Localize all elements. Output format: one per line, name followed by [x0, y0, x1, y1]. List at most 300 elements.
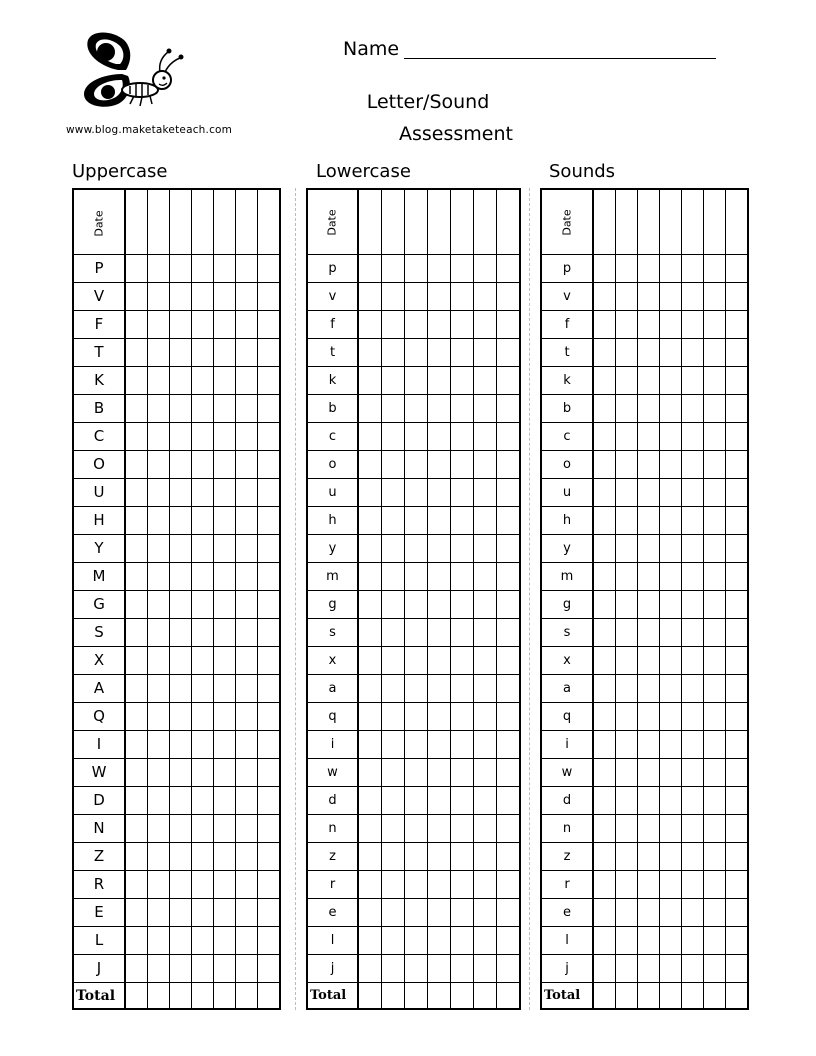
score-cell[interactable]: [616, 395, 638, 423]
score-cell[interactable]: [474, 591, 497, 619]
score-cell[interactable]: [616, 703, 638, 731]
score-cell[interactable]: [704, 703, 726, 731]
score-cell[interactable]: [638, 955, 660, 983]
score-cell[interactable]: [660, 591, 682, 619]
score-cell[interactable]: [405, 731, 428, 759]
score-cell[interactable]: [638, 647, 660, 675]
score-cell[interactable]: [593, 507, 616, 535]
score-cell[interactable]: [236, 703, 258, 731]
score-cell[interactable]: [474, 479, 497, 507]
score-cell[interactable]: [638, 423, 660, 451]
score-cell[interactable]: [214, 283, 236, 311]
score-cell[interactable]: [405, 563, 428, 591]
score-cell[interactable]: [660, 395, 682, 423]
score-cell[interactable]: [428, 703, 451, 731]
score-cell[interactable]: [497, 451, 521, 479]
score-cell[interactable]: [382, 311, 405, 339]
total-cell[interactable]: [682, 983, 704, 1010]
score-cell[interactable]: [451, 395, 474, 423]
score-cell[interactable]: [405, 647, 428, 675]
score-cell[interactable]: [593, 255, 616, 283]
score-cell[interactable]: [474, 787, 497, 815]
score-cell[interactable]: [192, 479, 214, 507]
score-cell[interactable]: [236, 647, 258, 675]
score-cell[interactable]: [704, 731, 726, 759]
score-cell[interactable]: [638, 451, 660, 479]
score-cell[interactable]: [192, 535, 214, 563]
score-cell[interactable]: [660, 647, 682, 675]
score-cell[interactable]: [704, 787, 726, 815]
score-cell[interactable]: [451, 339, 474, 367]
score-cell[interactable]: [382, 927, 405, 955]
score-cell[interactable]: [682, 591, 704, 619]
score-cell[interactable]: [726, 647, 749, 675]
score-cell[interactable]: [358, 731, 382, 759]
score-cell[interactable]: [428, 311, 451, 339]
score-cell[interactable]: [236, 367, 258, 395]
score-cell[interactable]: [170, 927, 192, 955]
score-cell[interactable]: [125, 787, 148, 815]
score-cell[interactable]: [214, 395, 236, 423]
score-cell[interactable]: [214, 843, 236, 871]
score-cell[interactable]: [638, 563, 660, 591]
total-cell[interactable]: [192, 983, 214, 1010]
score-cell[interactable]: [258, 759, 281, 787]
score-cell[interactable]: [170, 703, 192, 731]
score-cell[interactable]: [125, 283, 148, 311]
score-cell[interactable]: [451, 367, 474, 395]
date-entry-cell[interactable]: [660, 189, 682, 255]
score-cell[interactable]: [726, 451, 749, 479]
score-cell[interactable]: [638, 619, 660, 647]
date-entry-cell[interactable]: [638, 189, 660, 255]
score-cell[interactable]: [451, 955, 474, 983]
score-cell[interactable]: [428, 395, 451, 423]
score-cell[interactable]: [451, 703, 474, 731]
score-cell[interactable]: [497, 619, 521, 647]
score-cell[interactable]: [497, 871, 521, 899]
score-cell[interactable]: [593, 451, 616, 479]
score-cell[interactable]: [660, 955, 682, 983]
score-cell[interactable]: [125, 731, 148, 759]
score-cell[interactable]: [428, 535, 451, 563]
total-cell[interactable]: [170, 983, 192, 1010]
score-cell[interactable]: [704, 871, 726, 899]
score-cell[interactable]: [358, 591, 382, 619]
score-cell[interactable]: [726, 899, 749, 927]
total-cell[interactable]: [405, 983, 428, 1010]
score-cell[interactable]: [497, 311, 521, 339]
score-cell[interactable]: [682, 675, 704, 703]
score-cell[interactable]: [236, 955, 258, 983]
score-cell[interactable]: [704, 283, 726, 311]
score-cell[interactable]: [382, 815, 405, 843]
score-cell[interactable]: [148, 731, 170, 759]
score-cell[interactable]: [704, 815, 726, 843]
score-cell[interactable]: [497, 591, 521, 619]
score-cell[interactable]: [474, 367, 497, 395]
score-cell[interactable]: [428, 871, 451, 899]
score-cell[interactable]: [236, 311, 258, 339]
score-cell[interactable]: [148, 871, 170, 899]
score-cell[interactable]: [125, 563, 148, 591]
score-cell[interactable]: [358, 283, 382, 311]
score-cell[interactable]: [638, 843, 660, 871]
score-cell[interactable]: [428, 787, 451, 815]
date-entry-cell[interactable]: [726, 189, 749, 255]
score-cell[interactable]: [148, 255, 170, 283]
score-cell[interactable]: [125, 367, 148, 395]
score-cell[interactable]: [192, 367, 214, 395]
score-cell[interactable]: [726, 927, 749, 955]
score-cell[interactable]: [258, 647, 281, 675]
score-cell[interactable]: [682, 759, 704, 787]
score-cell[interactable]: [382, 675, 405, 703]
score-cell[interactable]: [451, 843, 474, 871]
score-cell[interactable]: [148, 535, 170, 563]
score-cell[interactable]: [616, 507, 638, 535]
score-cell[interactable]: [214, 451, 236, 479]
score-cell[interactable]: [382, 703, 405, 731]
score-cell[interactable]: [704, 535, 726, 563]
score-cell[interactable]: [258, 563, 281, 591]
score-cell[interactable]: [638, 759, 660, 787]
score-cell[interactable]: [405, 703, 428, 731]
score-cell[interactable]: [682, 283, 704, 311]
score-cell[interactable]: [497, 647, 521, 675]
score-cell[interactable]: [358, 451, 382, 479]
score-cell[interactable]: [726, 563, 749, 591]
score-cell[interactable]: [704, 843, 726, 871]
score-cell[interactable]: [358, 815, 382, 843]
score-cell[interactable]: [405, 899, 428, 927]
score-cell[interactable]: [192, 871, 214, 899]
score-cell[interactable]: [258, 815, 281, 843]
score-cell[interactable]: [125, 423, 148, 451]
score-cell[interactable]: [497, 731, 521, 759]
score-cell[interactable]: [497, 339, 521, 367]
score-cell[interactable]: [726, 619, 749, 647]
score-cell[interactable]: [148, 591, 170, 619]
score-cell[interactable]: [638, 311, 660, 339]
score-cell[interactable]: [682, 731, 704, 759]
score-cell[interactable]: [148, 367, 170, 395]
score-cell[interactable]: [451, 815, 474, 843]
score-cell[interactable]: [616, 283, 638, 311]
score-cell[interactable]: [660, 507, 682, 535]
score-cell[interactable]: [660, 367, 682, 395]
score-cell[interactable]: [704, 311, 726, 339]
score-cell[interactable]: [358, 927, 382, 955]
score-cell[interactable]: [593, 675, 616, 703]
score-cell[interactable]: [428, 563, 451, 591]
score-cell[interactable]: [660, 339, 682, 367]
score-cell[interactable]: [638, 535, 660, 563]
score-cell[interactable]: [497, 507, 521, 535]
score-cell[interactable]: [148, 451, 170, 479]
score-cell[interactable]: [405, 591, 428, 619]
score-cell[interactable]: [682, 703, 704, 731]
score-cell[interactable]: [382, 871, 405, 899]
score-cell[interactable]: [660, 787, 682, 815]
score-cell[interactable]: [125, 451, 148, 479]
score-cell[interactable]: [428, 731, 451, 759]
score-cell[interactable]: [593, 927, 616, 955]
score-cell[interactable]: [405, 955, 428, 983]
total-cell[interactable]: [125, 983, 148, 1010]
score-cell[interactable]: [405, 675, 428, 703]
score-cell[interactable]: [593, 703, 616, 731]
score-cell[interactable]: [258, 731, 281, 759]
score-cell[interactable]: [726, 283, 749, 311]
score-cell[interactable]: [405, 927, 428, 955]
score-cell[interactable]: [382, 591, 405, 619]
score-cell[interactable]: [214, 619, 236, 647]
score-cell[interactable]: [258, 255, 281, 283]
score-cell[interactable]: [148, 647, 170, 675]
score-cell[interactable]: [497, 367, 521, 395]
score-cell[interactable]: [236, 871, 258, 899]
score-cell[interactable]: [660, 759, 682, 787]
score-cell[interactable]: [358, 255, 382, 283]
score-cell[interactable]: [474, 423, 497, 451]
score-cell[interactable]: [170, 955, 192, 983]
score-cell[interactable]: [682, 535, 704, 563]
score-cell[interactable]: [660, 843, 682, 871]
score-cell[interactable]: [382, 647, 405, 675]
score-cell[interactable]: [236, 507, 258, 535]
total-cell[interactable]: [616, 983, 638, 1010]
score-cell[interactable]: [726, 255, 749, 283]
score-cell[interactable]: [638, 731, 660, 759]
score-cell[interactable]: [214, 675, 236, 703]
score-cell[interactable]: [170, 423, 192, 451]
date-entry-cell[interactable]: [682, 189, 704, 255]
score-cell[interactable]: [682, 843, 704, 871]
score-cell[interactable]: [616, 619, 638, 647]
score-cell[interactable]: [382, 731, 405, 759]
score-cell[interactable]: [125, 759, 148, 787]
score-cell[interactable]: [474, 675, 497, 703]
score-cell[interactable]: [726, 339, 749, 367]
score-cell[interactable]: [428, 423, 451, 451]
date-entry-cell[interactable]: [451, 189, 474, 255]
score-cell[interactable]: [660, 675, 682, 703]
score-cell[interactable]: [148, 423, 170, 451]
total-cell[interactable]: [236, 983, 258, 1010]
date-entry-cell[interactable]: [125, 189, 148, 255]
score-cell[interactable]: [428, 255, 451, 283]
score-cell[interactable]: [497, 395, 521, 423]
score-cell[interactable]: [726, 815, 749, 843]
score-cell[interactable]: [358, 759, 382, 787]
score-cell[interactable]: [616, 563, 638, 591]
score-cell[interactable]: [382, 395, 405, 423]
score-cell[interactable]: [428, 619, 451, 647]
total-cell[interactable]: [474, 983, 497, 1010]
score-cell[interactable]: [358, 647, 382, 675]
score-cell[interactable]: [236, 563, 258, 591]
score-cell[interactable]: [170, 731, 192, 759]
score-cell[interactable]: [125, 843, 148, 871]
score-cell[interactable]: [593, 367, 616, 395]
score-cell[interactable]: [214, 255, 236, 283]
score-cell[interactable]: [258, 675, 281, 703]
score-cell[interactable]: [125, 955, 148, 983]
score-cell[interactable]: [125, 815, 148, 843]
score-cell[interactable]: [358, 423, 382, 451]
score-cell[interactable]: [682, 339, 704, 367]
score-cell[interactable]: [358, 619, 382, 647]
score-cell[interactable]: [214, 311, 236, 339]
score-cell[interactable]: [148, 479, 170, 507]
score-cell[interactable]: [497, 927, 521, 955]
score-cell[interactable]: [474, 899, 497, 927]
score-cell[interactable]: [358, 871, 382, 899]
score-cell[interactable]: [593, 283, 616, 311]
score-cell[interactable]: [192, 507, 214, 535]
score-cell[interactable]: [704, 395, 726, 423]
score-cell[interactable]: [148, 311, 170, 339]
score-cell[interactable]: [451, 759, 474, 787]
score-cell[interactable]: [616, 423, 638, 451]
score-cell[interactable]: [405, 283, 428, 311]
score-cell[interactable]: [451, 255, 474, 283]
score-cell[interactable]: [451, 731, 474, 759]
score-cell[interactable]: [428, 675, 451, 703]
score-cell[interactable]: [593, 955, 616, 983]
score-cell[interactable]: [593, 395, 616, 423]
score-cell[interactable]: [497, 899, 521, 927]
score-cell[interactable]: [258, 535, 281, 563]
score-cell[interactable]: [214, 591, 236, 619]
score-cell[interactable]: [451, 535, 474, 563]
score-cell[interactable]: [616, 815, 638, 843]
score-cell[interactable]: [660, 731, 682, 759]
score-cell[interactable]: [258, 507, 281, 535]
total-cell[interactable]: [497, 983, 521, 1010]
total-cell[interactable]: [593, 983, 616, 1010]
score-cell[interactable]: [451, 423, 474, 451]
score-cell[interactable]: [214, 759, 236, 787]
score-cell[interactable]: [616, 871, 638, 899]
total-cell[interactable]: [258, 983, 281, 1010]
date-entry-cell[interactable]: [704, 189, 726, 255]
score-cell[interactable]: [428, 815, 451, 843]
date-entry-cell[interactable]: [497, 189, 521, 255]
score-cell[interactable]: [214, 871, 236, 899]
score-cell[interactable]: [428, 647, 451, 675]
score-cell[interactable]: [214, 423, 236, 451]
score-cell[interactable]: [660, 619, 682, 647]
score-cell[interactable]: [405, 843, 428, 871]
score-cell[interactable]: [704, 255, 726, 283]
score-cell[interactable]: [148, 815, 170, 843]
score-cell[interactable]: [170, 619, 192, 647]
score-cell[interactable]: [428, 843, 451, 871]
score-cell[interactable]: [214, 899, 236, 927]
score-cell[interactable]: [451, 479, 474, 507]
score-cell[interactable]: [192, 955, 214, 983]
score-cell[interactable]: [214, 507, 236, 535]
date-entry-cell[interactable]: [405, 189, 428, 255]
score-cell[interactable]: [474, 619, 497, 647]
score-cell[interactable]: [451, 619, 474, 647]
score-cell[interactable]: [474, 759, 497, 787]
score-cell[interactable]: [192, 451, 214, 479]
score-cell[interactable]: [497, 479, 521, 507]
score-cell[interactable]: [382, 479, 405, 507]
score-cell[interactable]: [192, 619, 214, 647]
score-cell[interactable]: [428, 759, 451, 787]
score-cell[interactable]: [214, 339, 236, 367]
total-cell[interactable]: [148, 983, 170, 1010]
score-cell[interactable]: [125, 395, 148, 423]
score-cell[interactable]: [170, 647, 192, 675]
score-cell[interactable]: [638, 255, 660, 283]
score-cell[interactable]: [170, 871, 192, 899]
score-cell[interactable]: [170, 451, 192, 479]
score-cell[interactable]: [638, 815, 660, 843]
score-cell[interactable]: [405, 423, 428, 451]
score-cell[interactable]: [682, 451, 704, 479]
score-cell[interactable]: [405, 339, 428, 367]
score-cell[interactable]: [192, 339, 214, 367]
score-cell[interactable]: [258, 395, 281, 423]
score-cell[interactable]: [726, 955, 749, 983]
score-cell[interactable]: [682, 955, 704, 983]
score-cell[interactable]: [616, 535, 638, 563]
score-cell[interactable]: [704, 507, 726, 535]
score-cell[interactable]: [192, 843, 214, 871]
score-cell[interactable]: [451, 311, 474, 339]
score-cell[interactable]: [170, 535, 192, 563]
score-cell[interactable]: [474, 703, 497, 731]
score-cell[interactable]: [451, 563, 474, 591]
score-cell[interactable]: [405, 311, 428, 339]
score-cell[interactable]: [593, 479, 616, 507]
date-entry-cell[interactable]: [214, 189, 236, 255]
score-cell[interactable]: [497, 815, 521, 843]
score-cell[interactable]: [236, 591, 258, 619]
score-cell[interactable]: [660, 563, 682, 591]
score-cell[interactable]: [236, 479, 258, 507]
score-cell[interactable]: [497, 955, 521, 983]
score-cell[interactable]: [170, 507, 192, 535]
score-cell[interactable]: [192, 731, 214, 759]
score-cell[interactable]: [258, 591, 281, 619]
score-cell[interactable]: [405, 255, 428, 283]
score-cell[interactable]: [660, 899, 682, 927]
score-cell[interactable]: [382, 899, 405, 927]
score-cell[interactable]: [451, 899, 474, 927]
score-cell[interactable]: [358, 787, 382, 815]
score-cell[interactable]: [382, 843, 405, 871]
score-cell[interactable]: [704, 927, 726, 955]
score-cell[interactable]: [258, 451, 281, 479]
score-cell[interactable]: [593, 311, 616, 339]
score-cell[interactable]: [616, 899, 638, 927]
score-cell[interactable]: [682, 423, 704, 451]
score-cell[interactable]: [192, 815, 214, 843]
score-cell[interactable]: [726, 675, 749, 703]
score-cell[interactable]: [125, 899, 148, 927]
score-cell[interactable]: [593, 563, 616, 591]
score-cell[interactable]: [192, 255, 214, 283]
score-cell[interactable]: [192, 759, 214, 787]
score-cell[interactable]: [258, 871, 281, 899]
score-cell[interactable]: [148, 283, 170, 311]
